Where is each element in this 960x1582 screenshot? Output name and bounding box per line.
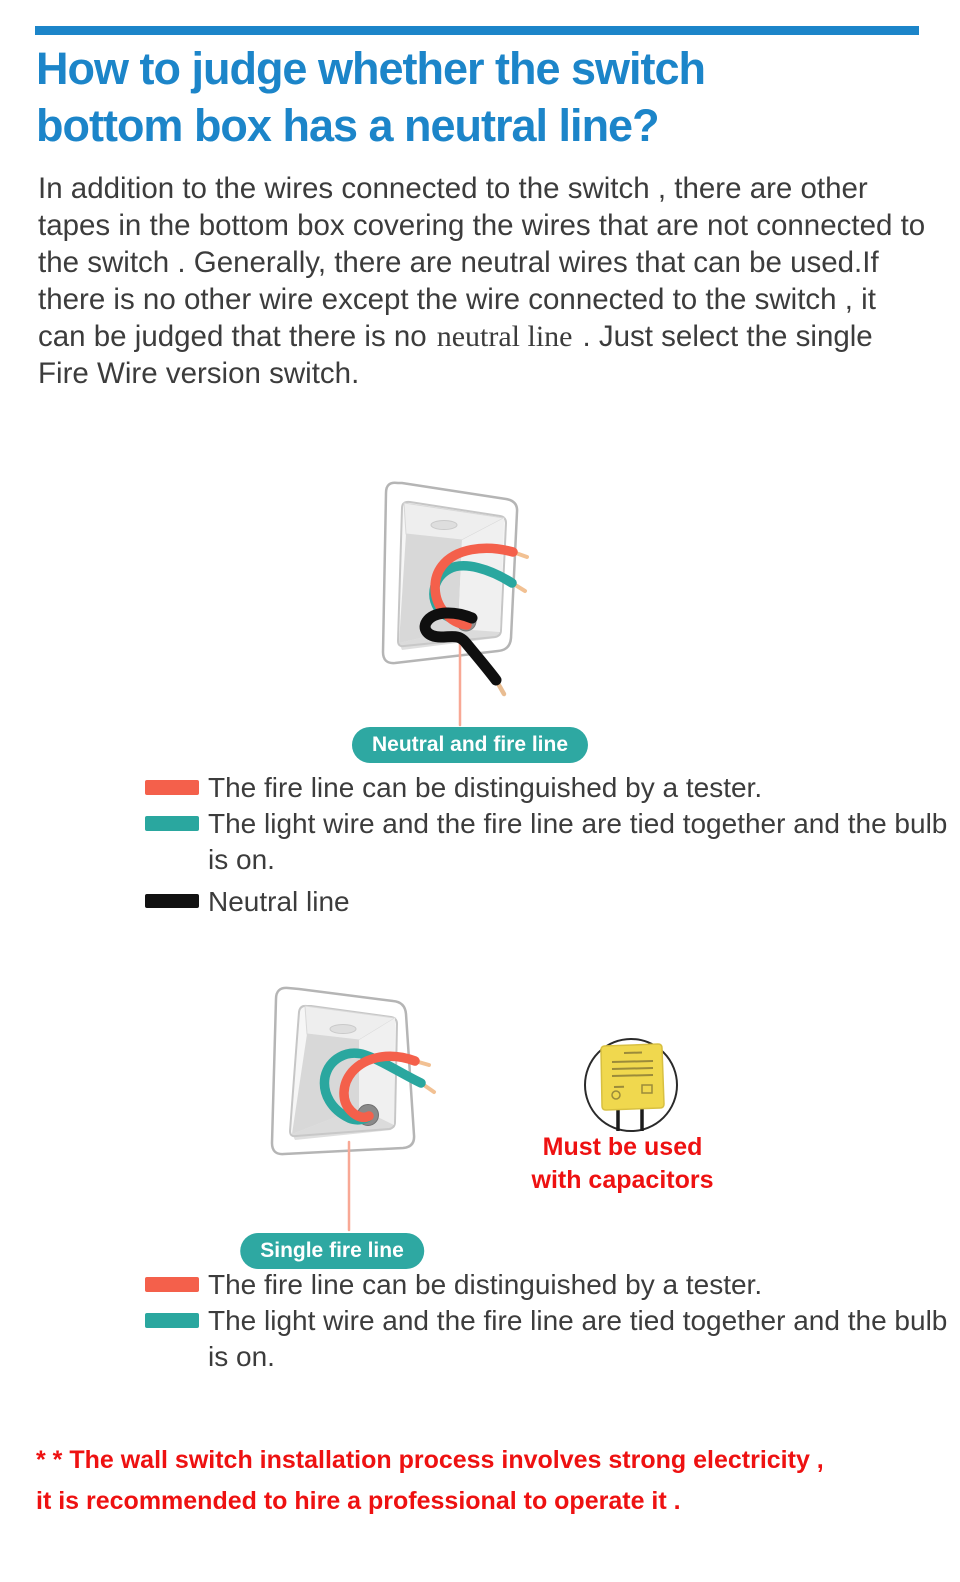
legend-text: The fire line can be distinguished by a tester.: [208, 772, 763, 803]
legend-text: Neutral line: [208, 886, 350, 917]
legend-single-fire: [145, 1267, 957, 1375]
fire-line-swatch: [145, 780, 199, 795]
page-title: [36, 40, 936, 154]
light-wire-swatch: [145, 1313, 199, 1328]
neutral-fire-badge: Neutral and fire line: [352, 727, 588, 763]
legend-item-light: [145, 1303, 957, 1375]
single-fire-badge: Single fire line: [240, 1233, 424, 1269]
legend-text: The fire line can be distinguished by a tester.: [208, 1269, 763, 1300]
legend-neutral-fire: [145, 770, 957, 920]
legend-item-light: [145, 806, 957, 878]
intro-paragraph: [38, 170, 928, 392]
legend-item-neutral: [145, 884, 957, 920]
top-divider-bar: [35, 26, 919, 35]
neutral-line-swatch: [145, 894, 199, 908]
switch-box-single-fire-illustration: [255, 958, 457, 1240]
capacitor-illustration: [574, 1030, 688, 1142]
capacitor-note-line1: Must be used: [542, 1133, 703, 1161]
warning-line1: * * The wall switch installation process involves strong electricity ,: [36, 1446, 824, 1474]
fire-line-swatch: [145, 1277, 199, 1292]
page-title-line2: bottom box has a neutral line?: [36, 100, 659, 151]
legend-text: The light wire and the fire line are tied together and the bulb is on.: [208, 808, 948, 875]
capacitor-body: [601, 1044, 664, 1110]
page-title-line1: How to judge whether the switch: [36, 43, 706, 94]
legend-text: The light wire and the fire line are tied together and the bulb is on.: [208, 1305, 948, 1372]
legend-item-fire: [145, 770, 957, 806]
warning-text: [36, 1440, 956, 1522]
intro-text-part1: In addition to the wires connected to the switch , there are other tapes in the bottom box covering the wires that are not connected to the switch . Generally, there are neutral wires that can be used.If there is no other wire except the wire connected to the switch , it can be judged that there is no: [38, 172, 926, 353]
legend-item-fire: [145, 1267, 957, 1303]
intro-highlight-neutral-line: neutral line: [436, 320, 573, 353]
light-wire-swatch: [145, 816, 199, 831]
capacitor-note-line2: with capacitors: [531, 1166, 714, 1194]
capacitor-note: [500, 1131, 745, 1197]
switch-box-neutral-fire-illustration: [338, 462, 590, 754]
intro-text-part2: . Just select the single Fire Wire version switch.: [38, 320, 873, 390]
warning-line2: it is recommended to hire a professional to operate it .: [36, 1487, 681, 1515]
